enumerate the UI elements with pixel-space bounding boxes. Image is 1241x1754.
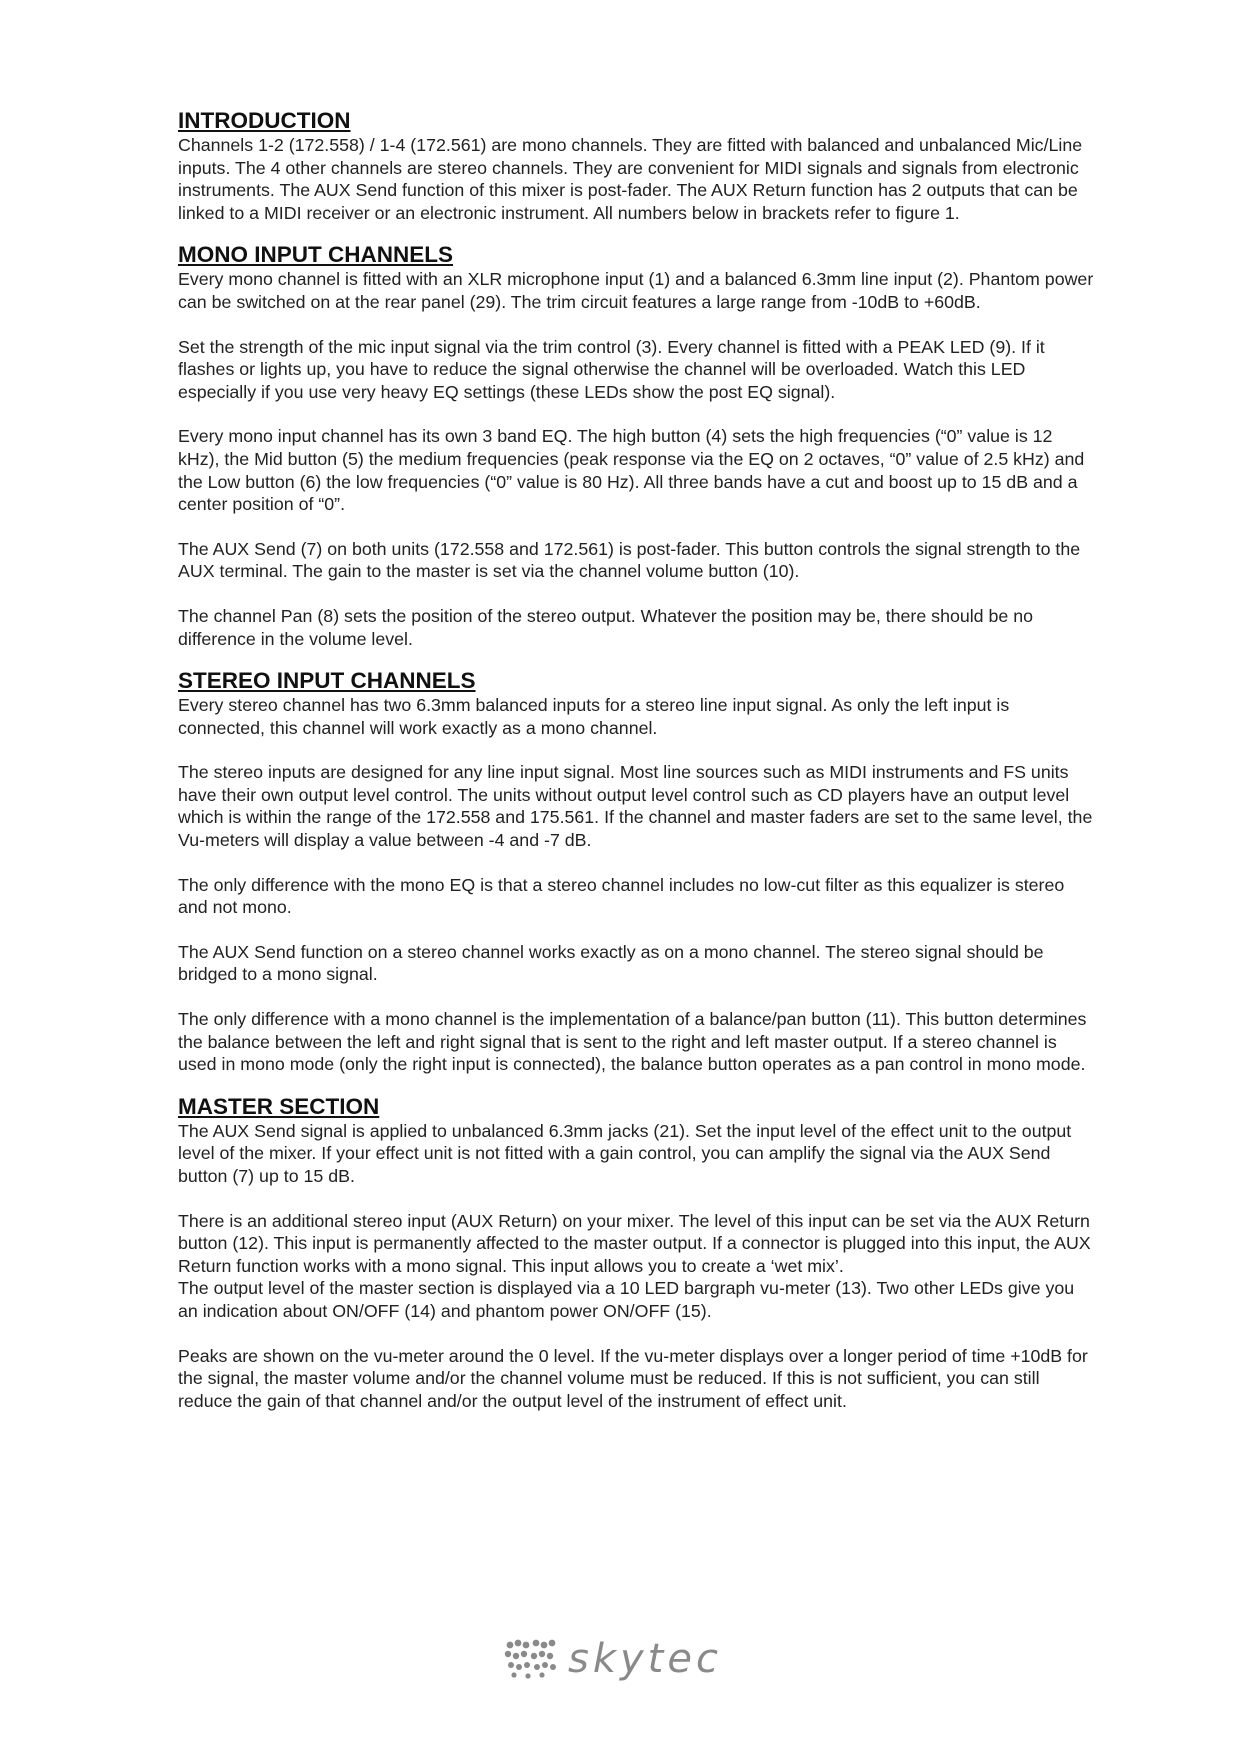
paragraph: The only difference with the mono EQ is that a stereo channel includes no low-cut filter as this equalizer is stereo and not mono.: [178, 874, 1065, 918]
paragraph: The output level of the master section is displayed via a 10 LED bargraph vu-meter (13). Two other LEDs give you an indication about ON/OFF (14) and phantom power ON/OFF (15).: [178, 1278, 1075, 1321]
paragraph: The stereo inputs are designed for any line input signal. Most line sources such as MIDI instruments and FS units have their own output level control. The units without output level control such as CD players have an output level which is within the range of the 172.558 and 175.561. If the channel and master faders are set to the same level, the Vu-meters will display a value between -4 and -7 dB.: [178, 762, 1093, 851]
paragraph: The AUX Send signal is applied to unbalanced 6.3mm jacks (21). Set the input level of the effect unit to the output level of the mixer. If your effect unit is not fitted with a gain control, you can amplify the signal via the AUX Send button (7) up to 15 dB.: [178, 1120, 1072, 1186]
section-mono-input-channels: [178, 242, 1098, 650]
heading-introduction: INTRODUCTION: [178, 108, 351, 133]
paragraph: Peaks are shown on the vu-meter around the 0 level. If the vu-meter displays over a longer period of time +10dB for the signal, the master volume and/or the channel volume must be reduced. If this is not sufficient, you can still reduce the gain of that channel and/or the output level of the instrument of effect unit.: [178, 1345, 1088, 1411]
paragraph: Set the strength of the mic input signal via the trim control (3). Every channel is fitted with a PEAK LED (9). If it flashes or lights up, you have to reduce the signal otherwise the channel will be overloaded. Watch this LED especially if you use very heavy EQ settings (these LEDs show the post EQ signal).: [178, 336, 1045, 402]
paragraph: There is an additional stereo input (AUX Return) on your mixer. The level of this input can be set via the AUX Return button (12). This input is permanently affected to the master output. If a connector is plugged into this input, the AUX Return function works with a mono signal. This input allows you to create a ‘wet mix’.: [178, 1210, 1091, 1276]
paragraph: Every mono input channel has its own 3 band EQ. The high button (4) sets the high frequencies (“0” value is 12 kHz), the Mid button (5) the medium frequencies (peak response via the EQ on 2 octaves, “0” value of 2.5 kHz) and the Low button (6) the low frequencies (“0” value is 80 Hz). All three bands have a cut and boost up to 15 dB and a center position of “0”.: [178, 426, 1085, 515]
skytec-logo: [502, 1634, 742, 1684]
document-body: [178, 108, 1098, 1412]
heading-stereo-input-channels: STEREO INPUT CHANNELS: [178, 668, 476, 694]
section-master-section: [178, 1094, 1098, 1413]
paragraph: The AUX Send (7) on both units (172.558 and 172.561) is post-fader. This button controls the signal strength to the AUX terminal. The gain to the master is set via the channel volume button (10).: [178, 538, 1081, 582]
skytec-logo-mark-icon: [502, 1637, 562, 1681]
paragraph: Channels 1-2 (172.558) / 1-4 (172.561) are mono channels. They are fitted with balanced and unbalanced Mic/Line inputs. The 4 other channels are stereo channels. They are convenient for MIDI signals and signals from electronic instruments. The AUX Send function of this mixer is post-fader. The AUX Return function has 2 outputs that can be linked to a MIDI receiver or an electronic instrument. All numbers below in brackets refer to figure 1.: [178, 135, 1083, 223]
heading-mono-input-channels: MONO INPUT CHANNELS: [178, 242, 453, 268]
paragraph: The AUX Send function on a stereo channel works exactly as on a mono channel. The stereo signal should be bridged to a mono signal.: [178, 941, 1044, 985]
paragraph: Every mono channel is fitted with an XLR microphone input (1) and a balanced 6.3mm line input (2). Phantom power can be switched on at the rear panel (29). The trim circuit features a large range from -10dB to +60dB.: [178, 269, 1094, 312]
section-introduction: [178, 108, 1098, 224]
heading-master-section: MASTER SECTION: [178, 1093, 380, 1119]
paragraph: Every stereo channel has two 6.3mm balanced inputs for a stereo line input signal. As only the left input is connected, this channel will work exactly as a mono channel.: [178, 695, 1010, 738]
skytec-logo-text: skytec: [568, 1636, 722, 1682]
section-stereo-input-channels: [178, 668, 1098, 1076]
paragraph: The only difference with a mono channel is the implementation of a balance/pan button (11). This button determines the balance between the left and right signal that is sent to the right and left master output. If a stereo channel is used in mono mode (only the right input is connected), the balance button operates as a pan control in mono mode.: [178, 1009, 1087, 1075]
paragraph: The channel Pan (8) sets the position of the stereo output. Whatever the position may be, there should be no difference in the volume level.: [178, 605, 1034, 649]
